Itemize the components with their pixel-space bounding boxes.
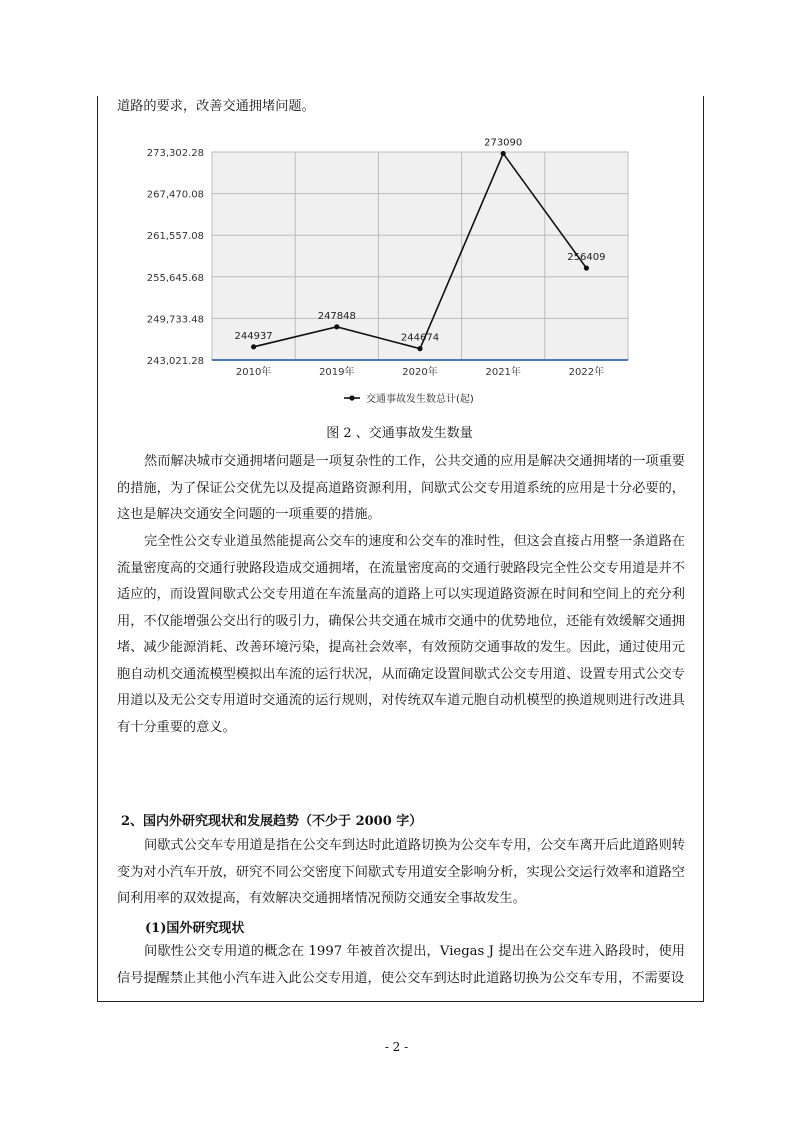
paragraph-2: 完全性公交专业道虽然能提高公交车的速度和公交车的准时性，但这会直接占用整一条道路在流量密度高的交通行驶路段造成交通拥堵，在流量密度高的交通行驶路段完全性公交专用道是并不适应的，而设置间歇式公交专用道在车流量高的道路上可以实现道路资源在时间和空间上的充分利用，不仅能增强公交出行的吸引力，确保公共交通在城市交通中的优势地位，还能有效缓解交通拥堵、减少能源消耗、改善环境污染，提高社会效率，有效预防交通事故的发生。因此，通过使用元胞自动机交通流模型模拟出车流的运行状况，从而确定设置间歇式公交专用道、设置专用式公交专用道以及无公交专用道时交通流的运行规则，对传统双车道元胞自动机模型的换道规则进行改进具有十分重要的意义。 xyxy=(117,534,685,735)
data-point xyxy=(584,265,589,270)
y-tick-label: 273,302.28 xyxy=(146,148,204,159)
data-label: 247848 xyxy=(317,310,356,322)
data-label: 244674 xyxy=(400,332,440,344)
legend-marker xyxy=(349,395,354,400)
x-tick-labels xyxy=(236,365,604,378)
data-label: 273090 xyxy=(484,137,523,149)
data-point xyxy=(251,344,256,349)
plot-background xyxy=(212,152,628,360)
y-tick-label: 267,470.08 xyxy=(146,189,204,201)
sub-paragraph: 间歇性公交专用道的概念在 1997 年被首次提出，Viegas J 提出在公交车进入路段时，使用信号提醒禁止其他小汽车进入此公交专用道，使公交车到达时此道路切换为公交车专用，不需要设 xyxy=(117,944,685,986)
figure-caption: 图 2 、交通事故发生数量 xyxy=(326,426,473,441)
legend-label: 交通事故发生数总计(起) xyxy=(366,394,474,405)
y-tick-label: 261,557.08 xyxy=(146,231,204,243)
x-tick-label: 2020年 xyxy=(402,367,438,378)
section-heading: 2、国内外研究现状和发展趋势（不少于 2000 字） xyxy=(121,814,423,829)
data-point xyxy=(501,151,506,156)
paragraph-1: 然而解决城市交通拥堵问题是一项复杂性的工作，公共交通的应用是解决交通拥堵的一项重要的措施，为了保证公交优先以及提高道路资源利用，间歇式公交专用道系统的应用是十分必要的，这也是解决交通安全问题的一项重要的措施。 xyxy=(117,454,685,522)
y-tick-label: 243,021.28 xyxy=(146,356,204,367)
y-tick-label: 255,645.68 xyxy=(146,272,204,284)
x-tick-label: 2022年 xyxy=(568,367,605,378)
accident-line-chart xyxy=(0,0,793,420)
legend xyxy=(344,392,474,405)
page-number: - 2 - xyxy=(384,1040,409,1054)
data-label: 256409 xyxy=(567,252,606,264)
x-tick-label: 2019年 xyxy=(319,367,355,378)
y-tick-labels xyxy=(147,148,204,367)
x-tick-label: 2010年 xyxy=(235,367,272,378)
data-point xyxy=(417,346,422,351)
x-tick-label: 2021年 xyxy=(485,367,521,378)
data-label: 244937 xyxy=(234,330,273,342)
data-point xyxy=(334,324,339,329)
subheading: (1)国外研究现状 xyxy=(145,921,245,936)
top-line: 道路的要求，改善交通拥堵问题。 xyxy=(117,99,315,114)
y-tick-label: 249,733.48 xyxy=(146,314,204,326)
section-paragraph: 间歇式公交车专用道是指在公交车到达时此道路切换为公交车专用，公交车离开后此道路则转变为对小汽车开放，研究不同公交密度下间歇式专用道安全影响分析，实现公交运行效率和道路空间利用率的双效提高，有效解决交通拥堵情况预防交通安全事故发生。 xyxy=(117,838,685,906)
